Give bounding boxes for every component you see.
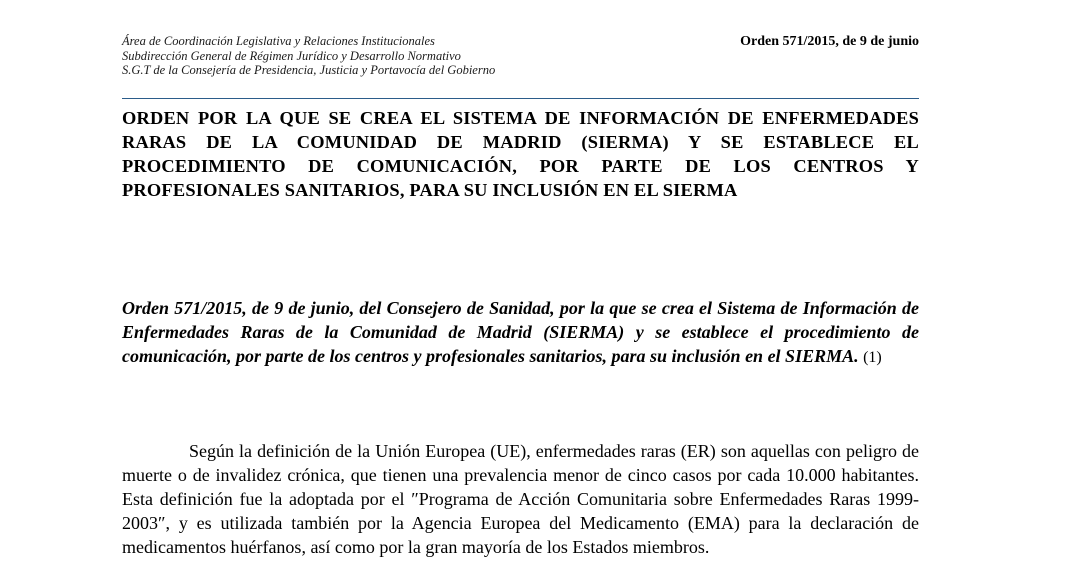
issuing-body-line: Área de Coordinación Legislativa y Relaciones Institucionales [122,34,435,48]
order-statement [122,296,919,370]
order-reference: Orden 571/2015, de 9 de junio, del Consejero de Sanidad, por la que se crea el Sistema de Información de Enfermedades Raras de la Comunidad de Madrid (SIERMA) y se establece el procedimiento de comunicación, por parte de los centros y profesionales sanitarios, para su inclusión en el SIERMA. [122,298,919,366]
order-reference-header: Orden 571/2015, de 9 de junio [740,34,919,49]
document-header [122,34,919,86]
issuing-body-line: S.G.T de la Consejería de Presidencia, Justicia y Portavocía del Gobierno [122,63,496,77]
footnote-marker: (1) [863,349,882,366]
document-title: ORDEN POR LA QUE SE CREA EL SISTEMA DE INFORMACIÓN DE ENFERMEDADES RARAS DE LA COMUNIDAD DE MADRID (SIERMA) Y SE ESTABLECE EL PROCEDIMIENTO DE COMUNICACIÓN, POR PARTE DE LOS CENTROS Y PROFESIONALES SANITARIOS, PARA SU INCLUSIÓN EN EL SIERMA [122,108,919,200]
issuing-body [122,34,495,78]
issuing-body-line: Subdirección General de Régimen Jurídico y Desarrollo Normativo [122,48,461,63]
header-divider [122,98,919,99]
body-paragraph: Según la definición de la Unión Europea (UE), enfermedades raras (ER) son aquellas con peligro de muerte o de invalidez crónica, que tienen una prevalencia menor de cinco casos por cada 10.000 habitantes. Esta definición fue la adoptada por el ″Programa de Acción Comunitaria sobre Enfermedades Raras 1999-2003″, y es utilizada también por la Agencia Europea del Medicamento (EMA) para la declaración de medicamentos huérfanos, así como por la gran mayoría de los Estados miembros. [122,441,919,557]
